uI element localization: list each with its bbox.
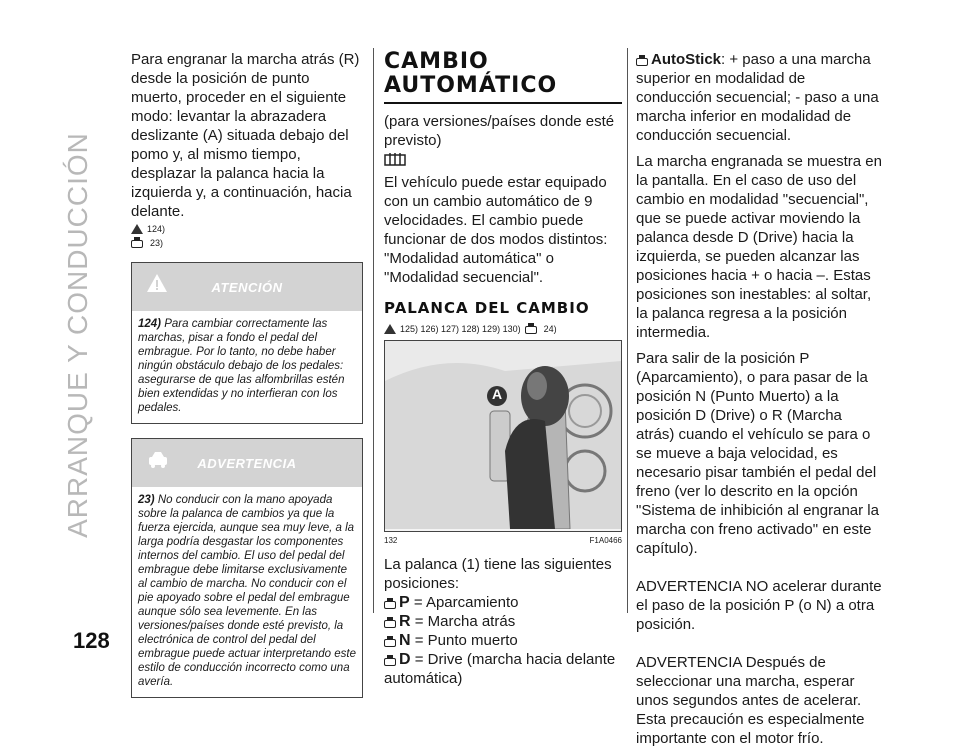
heading-rule <box>384 102 622 104</box>
gear-item-r: R = Marcha atrás <box>384 612 622 631</box>
versions-note: (para versiones/países donde esté previsto) <box>384 113 615 149</box>
figure-caption <box>384 536 622 545</box>
column-right <box>636 50 884 748</box>
atencion-title: ATENCIÓN <box>211 280 283 295</box>
warning-triangle-icon <box>131 224 143 234</box>
car-warning-icon <box>525 323 538 334</box>
gear-item-p: P = Aparcamiento <box>384 593 622 612</box>
display-paragraph: La marcha engranada se muestra en la pantalla. En el caso de uso del cambio en modalidad "secuencial", que se puede activar moviendo la palanca desde D (Drive) hacia la izquierda, se pueden alcanzar las posiciones hacia + o hacia –. Estas posiciones son inestables: al soltar, la palanca regresa a la posición intermedia. <box>636 153 882 341</box>
reverse-gear-paragraph: Para engranar la marcha atrás (R) desde la posición de punto muerto, proceder en el siguiente modo: levantar la abrazadera deslizante (A) situada debajo del pomo y, al mismo tiempo, desplazar la palanca hacia la izquierda y, a continuación, hacia delante. <box>131 51 360 220</box>
advertencia-title: ADVERTENCIA <box>197 456 297 471</box>
atencion-box <box>131 262 363 424</box>
car-warning-icon <box>131 237 144 248</box>
column-divider <box>373 48 374 613</box>
intro-paragraph: El vehículo puede estar equipado con un cambio automático de 9 velocidades. El cambio puede funcionar de dos modos distintos: "Modalidad automática" o "Modalidad secuencial". <box>384 174 608 286</box>
car-icon <box>384 598 397 609</box>
exit-park-paragraph: Para salir de la posición P (Aparcamiento), o para pasar de la posición N (Punto Muerto) a la posición D (Drive) o R (Marcha atrás) cuando el vehículo se para o se mueve a baja velocidad, es necesario pisar también el pedal del freno (ver lo descrito en la opción "Sistema de inhibición al engranar la marcha con freno activado" en este capítulo). <box>636 350 879 557</box>
advertencia-box <box>131 438 363 698</box>
book-icon <box>384 152 406 166</box>
subheading: PALANCA DEL CAMBIO <box>384 299 590 317</box>
gear-lever-illustration <box>385 341 621 529</box>
column-middle <box>384 50 622 688</box>
atencion-body <box>132 311 362 423</box>
advertencia-text: No conducir con la mano apoyada sobre la palanca de cambios ya que la fuerza ejercida, aunque sea muy leve, a la larga podría desgastar los componentes internos del cambio. El uso del pedal del embrague debe limitarse exclusivamente al cambio de marcha. No conducir con el pie apoyado sobre el pedal del embrague aunque sólo sea levemente. En las versiones/países donde esté previsto, la electrónica de control del pedal del embrague puede actuar interpretando este estilo de conducción incorrecto como una avería. <box>138 494 357 688</box>
wait-warning: ADVERTENCIA Después de seleccionar una marcha, esperar unos segundos antes de acelerar. Esta precaución es especialmente importante con el motor frío. <box>636 654 865 747</box>
chapter-side-title-text: ARRANQUE Y CONDUCCIÓN <box>62 132 93 538</box>
autostick-label: AutoStick <box>651 51 722 68</box>
section-heading-line2: AUTOMÁTICO <box>384 73 558 98</box>
figure-code: F1A0466 <box>589 536 622 545</box>
atencion-header <box>132 263 362 311</box>
figure-number: 132 <box>384 536 398 545</box>
car-icon <box>384 617 397 628</box>
page-number: 128 <box>73 628 110 653</box>
advertencia-body <box>132 487 362 697</box>
gear-item-d: D = Drive (marcha hacia delante automática) <box>384 651 616 687</box>
column-left <box>131 50 363 698</box>
car-icon <box>384 636 397 647</box>
advertencia-number: 23) <box>138 494 155 506</box>
gear-lever-figure <box>384 340 622 532</box>
callout-a: A <box>491 386 503 402</box>
atencion-text: Para cambiar correctamente las marchas, pisar a fondo el pedal del embrague. Por lo tanto, no debe haber ningún obstáculo debajo de los pedales: asegurarse de que las alfombrillas estén bien extendidas y no interfieran con los pedales. <box>138 318 345 414</box>
car-icon <box>636 55 649 66</box>
column-divider <box>627 48 628 613</box>
warning-triangle-icon <box>384 324 396 334</box>
advertencia-header <box>132 439 362 487</box>
no-accelerate-warning: ADVERTENCIA NO acelerar durante el paso de la posición P (o N) a otra posición. <box>636 578 882 633</box>
lever-refs: 125) 126) 127) 128) 129) 130) 24) <box>384 323 622 334</box>
gear-list <box>384 593 622 688</box>
gear-intro: La palanca (1) tiene las siguientes posiciones: <box>384 556 612 592</box>
attention-ref: 124) <box>131 224 363 234</box>
section-heading-line1: CAMBIO <box>384 49 489 74</box>
autostick-paragraph: AutoStick: + paso a una marcha superior en modalidad de conducción secuencial; - paso a una marcha inferior en modalidad de conducción secuencial. <box>636 51 879 144</box>
atencion-number: 124) <box>138 318 162 330</box>
gear-item-n: N = Punto muerto <box>384 631 622 650</box>
versions-icon <box>384 152 622 171</box>
warning-ref: 23) <box>131 237 363 248</box>
car-icon <box>384 655 397 666</box>
section-heading <box>384 50 622 98</box>
